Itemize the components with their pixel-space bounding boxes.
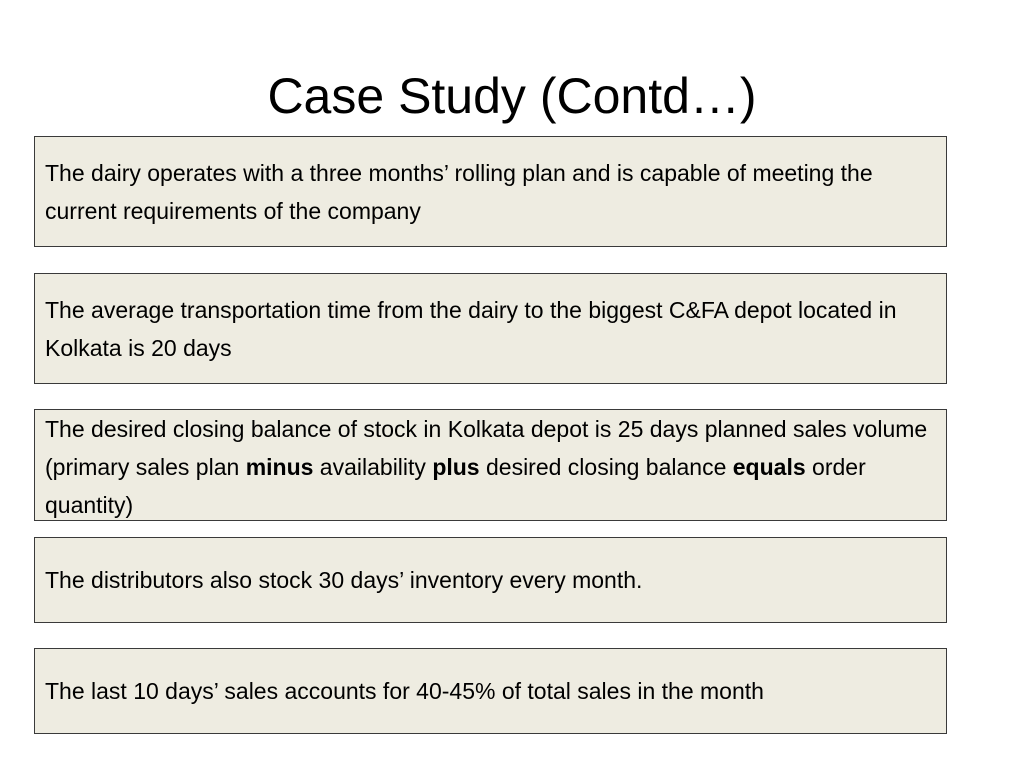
text-box-transportation-time-text: The average transportation time from the dairy to the biggest C&FA depot located in Kolkata is 20 days — [45, 296, 897, 361]
slide-title: Case Study (Contd…) — [267, 68, 757, 124]
closing-balance-bold-plus: plus — [432, 454, 480, 480]
text-box-rolling-plan-text: The dairy operates with a three months’ rolling plan and is capable of meeting the current requirements of the company — [45, 159, 873, 224]
text-box-distributor-inventory-text: The distributors also stock 30 days’ inventory every month. — [45, 567, 643, 593]
closing-balance-text-part4: order quantity) — [45, 454, 866, 518]
closing-balance-text-part1: The desired closing balance of stock in Kolkata depot is 25 days planned sales volume (primary sales plan — [45, 416, 928, 480]
text-box-rolling-plan — [34, 136, 947, 247]
text-box-closing-balance-text — [45, 410, 938, 524]
closing-balance-text-part3: desired closing balance — [479, 454, 733, 480]
text-box-closing-balance — [34, 409, 947, 521]
text-box-distributor-inventory — [34, 537, 947, 623]
text-box-last-10-days-sales-text: The last 10 days’ sales accounts for 40-45% of total sales in the month — [45, 678, 764, 704]
closing-balance-bold-minus: minus — [245, 454, 314, 480]
text-box-transportation-time — [34, 273, 947, 384]
closing-balance-bold-equals: equals — [732, 454, 806, 480]
closing-balance-text-part2: availability — [313, 454, 433, 480]
text-box-last-10-days-sales — [34, 648, 947, 734]
